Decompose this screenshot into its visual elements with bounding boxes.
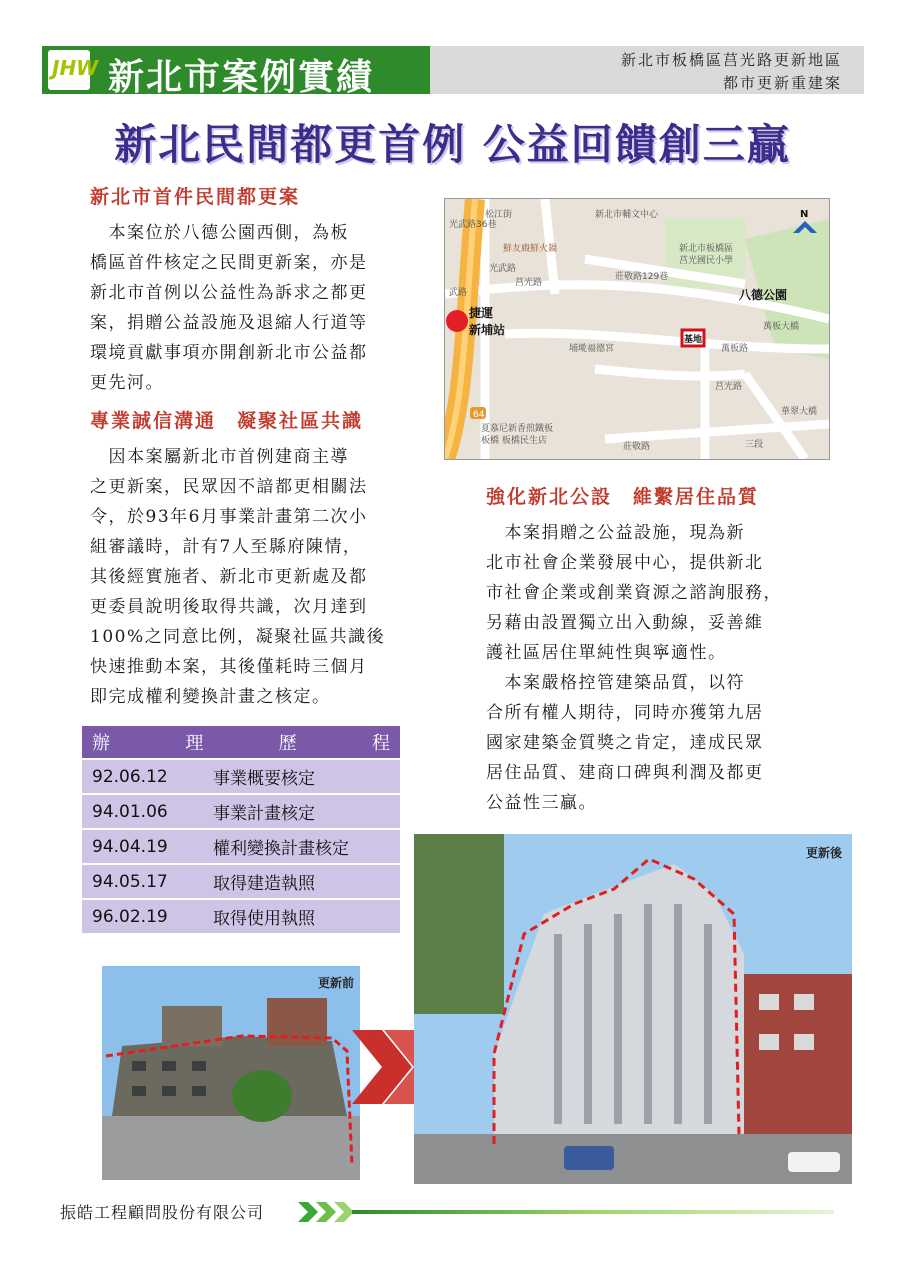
svg-text:基地: 基地 <box>684 335 703 345</box>
timeline-header: 辦 理 歷 程 <box>82 726 400 759</box>
svg-text:板橋 板橋民生店: 板橋 板橋民生店 <box>481 436 547 446</box>
before-label: 更新前 <box>317 976 354 990</box>
svg-text:莒光路: 莒光路 <box>515 278 543 288</box>
timeline-table <box>82 726 400 933</box>
header-title-bar <box>42 46 430 98</box>
svg-text:莊敬路129巷: 莊敬路129巷 <box>615 272 669 282</box>
header-subtitle-line2: 都市更新重建案 <box>722 74 842 92</box>
table-row: 94.01.06 事業計畫核定 <box>82 794 400 829</box>
svg-text:三段: 三段 <box>745 440 764 450</box>
section2-body: 因本案屬新北市首例建商主導 之更新案，民眾因不諳都更相關法 令，於93年6月事業計畫第二次小 組審議時，計有7人至縣府陳情， 其後經實施者、新北市更新處及都 更委員說明後取得共識，次月達到 100%之同意比例，凝聚社區共識後 快速推動本案，其後僅耗時三個月 即完成權利變換計畫之核定。 <box>90 447 386 707</box>
footer-chevron-icon <box>298 1199 358 1225</box>
mrt-station-marker <box>446 310 468 332</box>
section3-heading: 強化新北公設 維繫居住品質 <box>486 486 760 508</box>
section1-body: 本案位於八德公園西側，為板 橋區首件核定之民間更新案，亦是 新北市首例以公益性為訴求之都更 案，捐贈公益設施及退縮人行道等 環境貢獻事項亦開創新北市公益都 更先河。 <box>90 223 368 393</box>
before-photo <box>102 966 360 1180</box>
header-subtitle-line1: 新北市板橋區莒光路更新地區 <box>620 51 842 69</box>
svg-text:新埔站: 新埔站 <box>469 323 506 337</box>
svg-text:光武路: 光武路 <box>489 264 517 274</box>
svg-text:華翠大橋: 華翠大橋 <box>781 407 818 417</box>
svg-text:光武路36巷: 光武路36巷 <box>449 220 497 230</box>
location-map <box>444 198 830 460</box>
svg-text:鮮友廄鮮火鍋: 鮮友廄鮮火鍋 <box>503 244 558 254</box>
svg-text:64: 64 <box>473 410 485 420</box>
section1-heading: 新北市首件民間都更案 <box>90 186 301 208</box>
svg-text:新北市板橋區: 新北市板橋區 <box>679 244 734 254</box>
before-photo-graphic <box>102 966 360 1180</box>
table-row: 94.05.17 取得建造執照 <box>82 864 400 899</box>
svg-text:八德公園: 八德公園 <box>739 288 788 302</box>
svg-text:埔墘福德宮: 埔墘福德宮 <box>569 344 615 354</box>
svg-text:捷運: 捷運 <box>469 306 494 320</box>
footer-rule <box>352 1210 834 1214</box>
page-title: 新北民間都更首例 公益回饋創三贏 <box>114 120 791 169</box>
company-logo: JHW <box>48 50 90 90</box>
svg-text:新北市輔文中心: 新北市輔文中心 <box>595 210 659 220</box>
after-photo <box>414 834 852 1184</box>
section2-heading: 專業誠信溝通 凝聚社區共識 <box>90 410 364 432</box>
svg-text:萬板大橋: 萬板大橋 <box>763 322 800 332</box>
header-title: 新北市案例實績 <box>108 57 375 98</box>
svg-text:武路: 武路 <box>449 288 468 298</box>
svg-text:N: N <box>800 209 809 220</box>
map-graphic <box>445 199 829 459</box>
after-label: 更新後 <box>805 846 842 860</box>
svg-text:萬板路: 萬板路 <box>721 344 749 354</box>
table-row: 92.06.12 事業概要核定 <box>82 759 400 794</box>
table-row: 96.02.19 取得使用執照 <box>82 899 400 933</box>
table-row: 94.04.19 權利變換計畫核定 <box>82 829 400 864</box>
svg-text:莊敬路: 莊敬路 <box>623 442 651 452</box>
svg-text:莒光國民小學: 莒光國民小學 <box>679 256 734 266</box>
svg-text:松江街: 松江街 <box>485 210 513 220</box>
svg-text:夏慕尼新香煎鐵板: 夏慕尼新香煎鐵板 <box>481 424 554 434</box>
header-subtitle-bar <box>430 46 864 94</box>
after-photo-graphic <box>414 834 852 1184</box>
section3-body: 本案捐贈之公益設施，現為新 北市社會企業發展中心，提供新北 市社會企業或創業資源之諮詢服務， 另藉由設置獨立出入動線，妥善維 護社區居住單純性與寧適性。 本案嚴格控管建築品質，以符 合所有權人期待，同時亦獲第九居 國家建築金質獎之肯定，達成民眾 居住品質、建商口碑與利潤及都更 公益性三贏。 <box>486 523 782 813</box>
svg-text:莒光路: 莒光路 <box>715 382 743 392</box>
footer-company-name: 振皓工程顧問股份有限公司 <box>60 1203 265 1222</box>
